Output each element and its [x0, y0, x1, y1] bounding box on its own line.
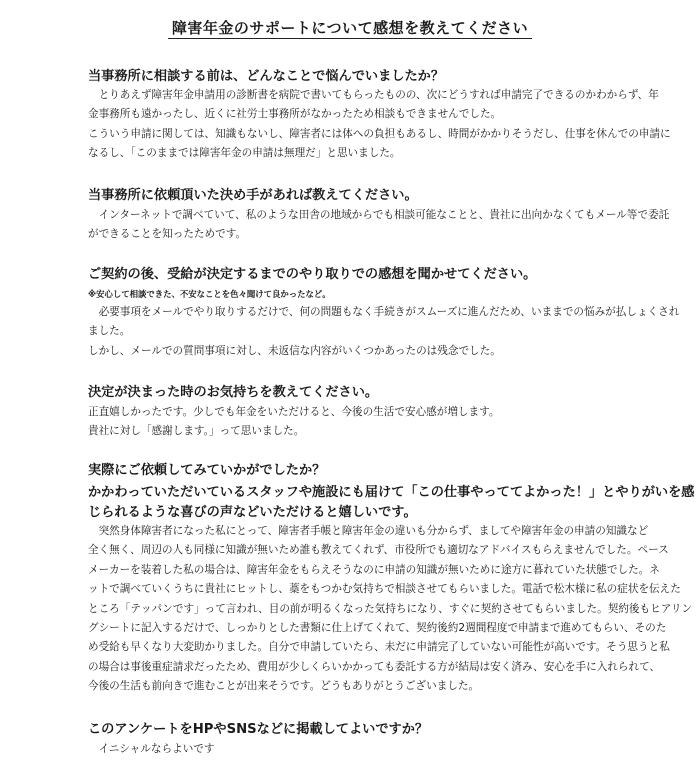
answer-1-line: とりあえず障害年金申請用の診断書を病院で書いてもらったものの、次にどうすれば申請完了できるのかわからず、年 [88, 89, 659, 101]
answer-1-line: なるし、「このままでは障害年金の申請は無理だ」と思いました。 [88, 147, 401, 160]
answer-5-line: め受給も早くなり大変助かりました。自分で申請していたら、未だに申請完了していない可能性が高いです。そう思うと私 [88, 641, 670, 654]
question-3-note: ※安心して相談できた、不安なことを色々聞けて良かったなど。 [88, 289, 331, 299]
question-5-sub-2: じられるような喜びの声などいただけると嬉しいです。 [88, 505, 417, 520]
question-4: 決定が決まった時のお気持ちを教えてください。 [88, 385, 379, 400]
answer-5-line: グシートに記入するだけで、しっかりとした書類に仕上げてくれて、契約後約2週間程度で申請まで進めてもらい、そのた [88, 622, 667, 635]
answer-5-line: 今後の生活も前向きで進むことが出来そうです。どうもありがとうございました。 [88, 680, 480, 693]
answer-2-line: インターネットで調べていて、私のような田舎の地域からでも相談可能なことと、貴社に出向かなくてもメール等で委託 [88, 209, 670, 221]
answer-3-line: ました。 [88, 325, 131, 338]
answer-5-line: の場合は事後重症請求だったため、費用が少しくらいかかっても委託する方が結局は安く済み、安心を手に入れられて、 [88, 660, 661, 673]
answer-1-line: こういう申請に関しては、知識もないし、障害者には体への負担もあるし、時間がかかりそうだし、仕事を休んでの申請に [88, 127, 671, 140]
answer-4-line: 貴社に対し「感謝します。」って思いました。 [88, 425, 305, 438]
question-2: 当事務所に依頼頂いた決め手があれば教えてください。 [88, 188, 418, 203]
answer-2 [88, 206, 688, 245]
answer-1 [88, 86, 688, 164]
answer-5-line: ットで調べていくうちに貴社にヒットし、藁をもつかむ気持ちで相談させてもらいました。電話で松木様に私の症状を伝えた [88, 583, 681, 596]
question-5: 実際にご依頼してみていかがでしたか？ [88, 463, 326, 478]
answer-2-line: ができることを知ったためです。 [88, 228, 247, 241]
answer-5-line: ところ「テッパンです」って言われ、目の前が明るくなった気持ちになり、すぐに契約させてもらいました。契約後もヒアリン [88, 602, 693, 615]
answer-4 [88, 403, 688, 442]
answer-4-line: 正直嬉しかったです。少しでも年金をいただけると、今後の生活で安心感が増します。 [88, 406, 500, 418]
page-title: 障害年金のサポートについて感想を教えてください [0, 17, 700, 38]
answer-6-line: イニシャルならよいです [88, 743, 215, 755]
question-1: 当事務所に相談する前は、どんなことで悩んでいましたか？ [88, 69, 445, 84]
answer-3-line: しかし、メールでの質問事項に対し、未返信な内容がいくつかあったのは残念でした。 [88, 344, 501, 357]
answer-5-line: 突然身体障害者になった私にとって、障害者手帳と障害年金の違いも分からず、ましてや障害年金の申請の知識など [88, 525, 649, 537]
answer-6 [88, 740, 688, 759]
answer-3 [88, 303, 688, 361]
answer-5 [88, 522, 693, 697]
answer-5-line: メーカーを装着した私の場合は、障害年金をもらえそうなのに申請の知識が無いために途方に暮れていた状態でした。ネ [88, 563, 660, 576]
answer-3-line: 必要事項をメールでやり取りするだけで、何の問題もなく手続きがスムーズに進んだため、いままでの悩みが払しょくされ [88, 306, 680, 318]
question-6: このアンケートをHPやSNSなどに掲載してよいですか？ [88, 722, 429, 737]
question-5-sub-1: かかわっていただいているスタッフや施設にも届けて「この仕事やっててよかった！」とやりがいを感 [88, 485, 695, 500]
answer-5-line: 全く無く、周辺の人も同様に知識が無いため誰も教えてくれず、市役所でも適切なアドバイスもらえませんでした。ペース [88, 544, 669, 557]
answer-1-line: 金事務所も遠かったし、近くに社労士事務所がなかったため相談もできませんでした。 [88, 108, 502, 121]
question-3: ご契約の後、受給が決定するまでのやり取りでの感想を聞かせてください。 [88, 267, 537, 282]
